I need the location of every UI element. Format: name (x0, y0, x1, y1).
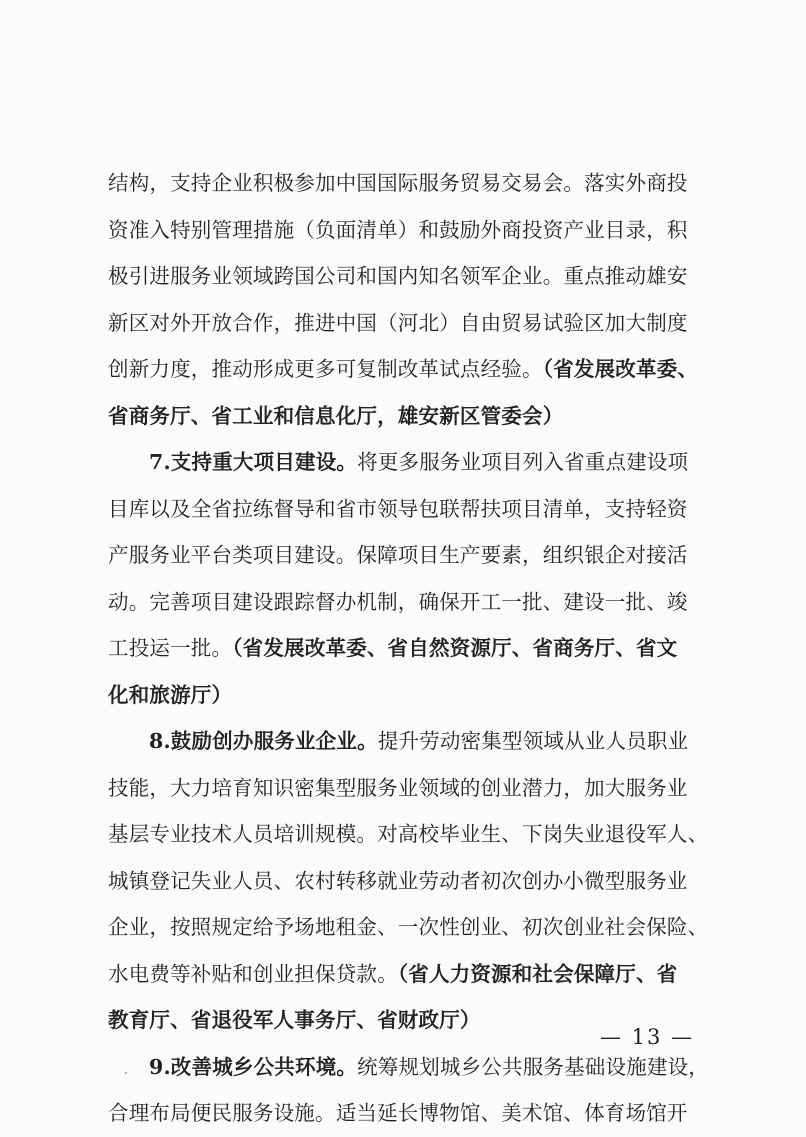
scan-speck (125, 1072, 127, 1074)
bold-text-segment: 8.鼓励创办服务业企业。 (149, 729, 378, 753)
bold-text-segment: 化和旅游厅） (108, 682, 233, 707)
text-line (108, 1044, 710, 1091)
body-text (108, 160, 710, 1137)
text-line (108, 300, 698, 347)
text-line (108, 951, 698, 998)
bold-text-segment: （省发展改革委、 (542, 357, 699, 381)
text-segment: 水电费等补贴和创业担保贷款。 (108, 961, 398, 986)
text-line (108, 486, 698, 533)
text-line (108, 625, 698, 672)
text-segment: 极引进服务业领域跨国公司和国内知名领军企业。重点推动雄安 (108, 264, 688, 288)
text-line (108, 532, 698, 579)
text-segment: 产服务业平台类项目建设。保障项目生产要素，组织银企对接活 (108, 543, 688, 567)
bold-text-segment: （省发展改革委、省自然资源厅、省商务厅、省文 (232, 636, 678, 660)
text-segment: 提升劳动密集型领域从业人员职业 (377, 729, 689, 753)
text-segment: 企业，按照规定给予场地租金、一次性创业、初次创业社会保险、 (108, 915, 709, 939)
text-segment: 结构，支持企业积极参加中国国际服务贸易交易会。落实外商投 (108, 171, 688, 195)
text-line (108, 718, 698, 765)
text-line (108, 393, 698, 440)
text-line (108, 253, 698, 300)
text-segment: 基层专业技术人员培训规模。对高校毕业生、下岗失业退役军人、 (108, 822, 709, 846)
text-line (108, 858, 698, 905)
text-line (108, 439, 698, 486)
text-segment: 合理布局便民服务设施。适当延长博物馆、美术馆、体育场馆开 (108, 1101, 688, 1125)
text-line (108, 904, 709, 951)
text-line (108, 765, 698, 812)
text-segment: 统筹规划城乡公共服务基础设施建设， (357, 1054, 710, 1079)
text-line (108, 579, 698, 626)
text-segment: 动。完善项目建设跟踪督办机制，确保开工一批、建设一批、竣 (108, 589, 688, 614)
text-line (108, 811, 709, 858)
bold-text-segment: 7.支持重大项目建设。 (149, 450, 358, 474)
text-segment: 工投运一批。 (108, 636, 233, 660)
bold-text-segment: 省商务厅、省工业和信息化厅，雄安新区管委会） (108, 403, 564, 428)
text-segment: 将更多服务业项目列入省重点建设项 (357, 450, 689, 474)
text-line (108, 160, 698, 207)
text-segment: 新区对外开放合作，推进中国（河北）自由贸易试验区加大制度 (108, 310, 688, 335)
text-segment: 城镇登记失业人员、农村转移就业劳动者初次创办小微型服务业 (108, 868, 688, 893)
text-segment: 技能，大力培育知识密集型服务业领域的创业潜力，加大服务业 (108, 775, 688, 800)
text-line (108, 346, 698, 393)
text-line (108, 672, 698, 719)
bold-text-segment: 教育厅、省退役军人事务厅、省财政厅） (108, 1008, 481, 1032)
text-line (108, 207, 698, 254)
page-number: — 13 — (600, 1025, 695, 1049)
text-segment: 资准入特别管理措施（负面清单）和鼓励外商投资产业目录，积 (108, 217, 688, 242)
bold-text-segment: （省人力资源和社会保障厅、省 (397, 961, 678, 986)
bold-text-segment: 9.改善城乡公共环境。 (149, 1054, 358, 1079)
text-line (108, 1090, 698, 1137)
text-segment: 创新力度，推动形成更多可复制改革试点经验。 (108, 357, 543, 381)
text-segment: 目库以及全省拉练督导和省市领导包联帮扶项目清单，支持轻资 (108, 496, 688, 521)
